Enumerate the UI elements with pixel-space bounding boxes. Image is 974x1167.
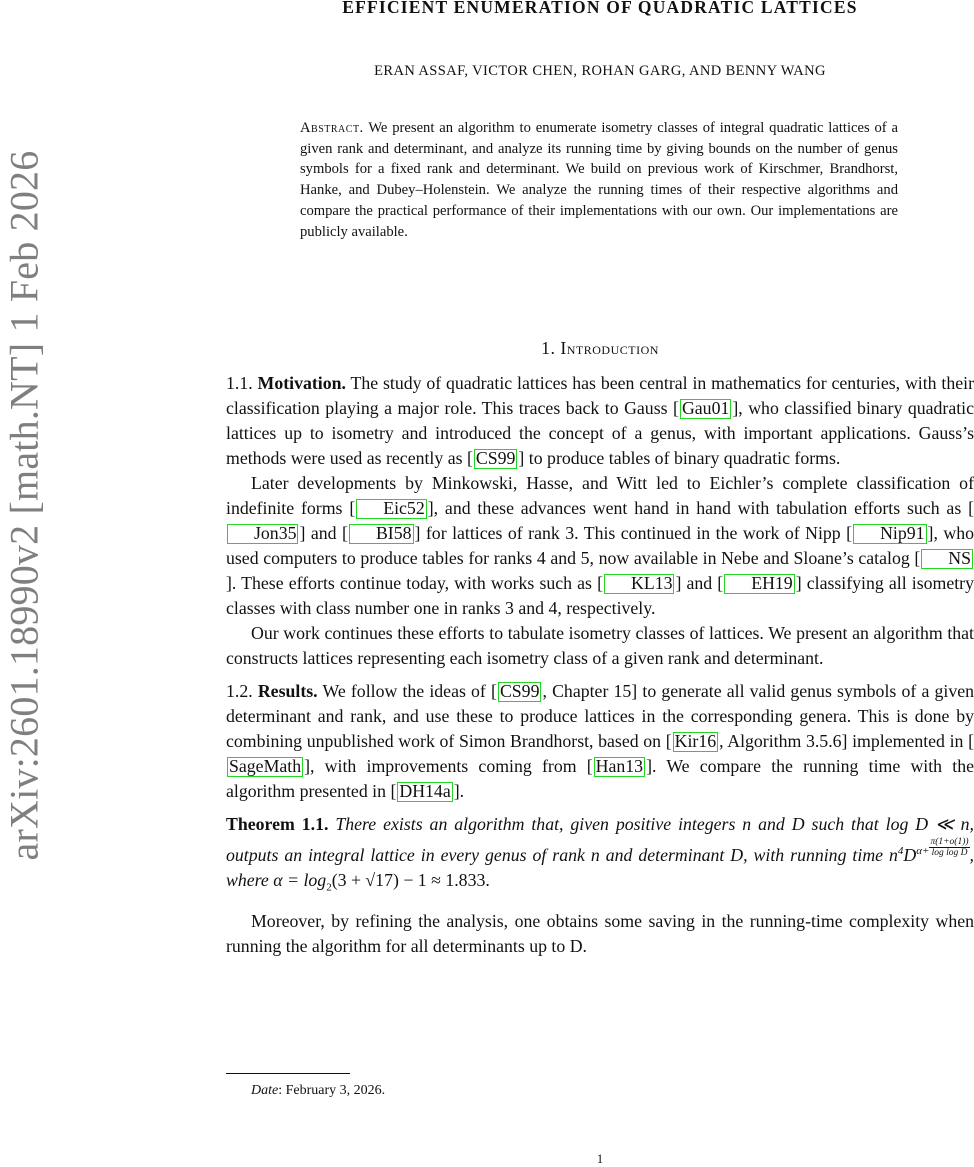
abstract-text: We present an algorithm to enumerate isometry classes of integral quadratic lattices of a given rank and determinant, and analyze its running time by giving bounds on the number of genus symbols for a fixed rank and determinant. We build on previous work of Kirschmer, Brandhorst, Hanke, and Dubey–Holenstein. We analyze the running times of their respective algorithms and compare the practical performance of their implementations with our own. Our implementations are publicly available. (300, 120, 899, 240)
citation-link[interactable]: DH14a (399, 781, 451, 801)
paragraph-results: 1.2. Results. We follow the ideas of [ CS99 , Chapter 15] to generate all valid genus symbols of a given determinant and rank, and use these to produce lattices in the corresponding genera. This is done by combining unpublished work of Simon Brandhorst, based on [ Kir16 , Algorithm 3.5.6] implemented in [SageMath ], with improvements coming from [ Han13 ]. We compare the running time with the algorithm presented in [ DH14a ]. (226, 681, 974, 801)
main-body (226, 336, 974, 959)
citation-link[interactable]: Kir16 (674, 731, 717, 751)
citation-link[interactable]: Eic52 (356, 499, 426, 519)
paper-title: EFFICIENT ENUMERATION OF QUADRATIC LATTICES (342, 0, 858, 17)
citation-link[interactable]: Gau01 (681, 398, 730, 418)
paragraph-history: Later developments by Minkowski, Hasse, and Witt led to Eichler’s complete classification of indefinite forms [ Eic52 ], and these advances went hand in hand with tabulation efforts such as [Jon35 ] and [ BI58 ] for lattices of rank 3. This continued in the work of Nipp [ Nip91 ], who used computers to produce tables for ranks 4 and 5, now available in Nebe and Sloane’s catalog [ NS]. These efforts continue today, with works such as [ KL13 ] and [ EH19 ] classifying all isometry classes with class number one in ranks 3 and 4, respectively. (226, 473, 974, 618)
theorem-1-1: Theorem 1.1. There exists an algorithm that, given positive integers n and D such that log D ≪ n, outputs an integral lattice in every genus of rank n and determinant D, with running time $n^4D^{\alpha+}$ $\frac{\pi(1+o(1))}{\text{log log D}}$ , where $\alpha = \log_2(3 + √17) - 1 \approx 1.833$. (226, 814, 974, 894)
arxiv-stamp-text: arXiv:2601.18990v2 [math.NT] 1 Feb 2026 (1, 150, 47, 860)
citation-link[interactable]: Nip91 (853, 524, 926, 544)
citation-link[interactable]: SageMath (229, 756, 302, 776)
citation-link[interactable]: BI58 (349, 524, 414, 544)
citation-link[interactable]: Han13 (595, 756, 644, 776)
subsection-heading: Results. (257, 681, 318, 701)
subsection-heading: Motivation. (257, 373, 346, 393)
paragraph-our-work: Our work continues these efforts to tabulate isometry classes of lattices. We present an algorithm that constructs lattices representing each isometry class of a given rank and determinant. (226, 623, 974, 668)
footnote-rule (226, 1073, 350, 1074)
section-title: 1. Introduction (541, 338, 659, 358)
footnote-date: Date: February 3, 2026. (251, 1083, 386, 1098)
theorem-label: Theorem 1.1. (226, 814, 329, 834)
page-number: 1 (596, 1152, 604, 1166)
abstract (300, 118, 898, 242)
citation-link[interactable]: NS (921, 549, 973, 569)
running-time-expression: $n^4D^{\alpha+}$ $\frac{\pi(1+o(1))}{\text{log log D}}$ (889, 837, 969, 865)
citation-link[interactable]: EH19 (724, 574, 794, 594)
citation-link[interactable]: KL13 (604, 574, 674, 594)
paragraph-refinement: Moreover, by refining the analysis, one obtains some saving in the running-time complexity when running the algorithm for all determinants up to D. (226, 910, 974, 956)
citation-link[interactable]: CS99 (499, 681, 540, 701)
abstract-label: Abstract. (300, 120, 364, 136)
arxiv-stamp (2, 90, 46, 920)
citation-link[interactable]: Jon35 (227, 524, 298, 544)
paragraph-motivation: 1.1. Motivation. The study of quadratic lattices has been central in mathematics for centuries, with their classification playing a major role. This traces back to Gauss [ Gau01 ], who classified binary quadratic lattices up to isometry and introduced the concept of a genus, with important applications. Gauss’s methods were used as recently as [ CS99 ] to produce tables of binary quadratic forms. (226, 373, 974, 468)
fraction: $\frac{\pi(1+o(1))}{\text{log log D}}$ (930, 837, 969, 858)
paper-authors: ERAN ASSAF, VICTOR CHEN, ROHAN GARG, AND BENNY WANG (374, 63, 826, 79)
citation-link[interactable]: CS99 (475, 448, 516, 468)
